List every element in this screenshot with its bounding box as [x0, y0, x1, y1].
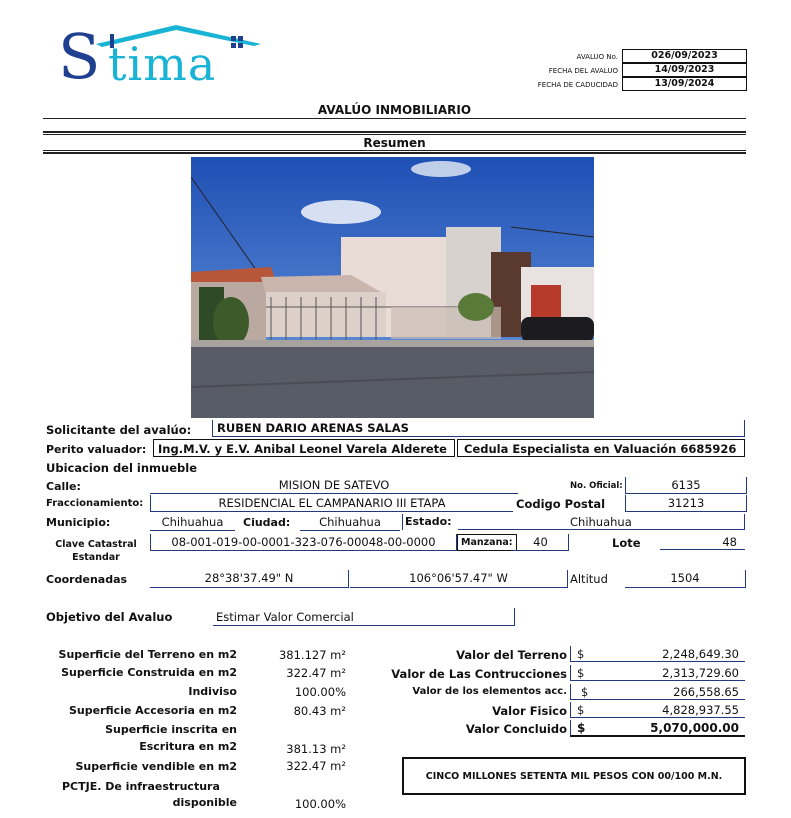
fecha-avaluo-label: FECHA DEL AVALUO [548, 67, 618, 75]
cp-label: Codigo Postal [516, 497, 606, 511]
fecha-avaluo: 14/09/2023 [622, 63, 747, 77]
valor-elementos-value: 266,558.65 [673, 685, 739, 699]
objetivo-label: Objetivo del Avaluo [46, 610, 173, 624]
valor-fisico-value: 4,828,937.55 [662, 703, 739, 717]
fecha-caducidad: 13/09/2024 [622, 77, 747, 91]
valor-terreno-currency: $ [570, 646, 745, 662]
sup-vendible-value: 322.47 m² [286, 759, 346, 773]
sup-terreno-label: Superficie del Terreno en m2 [58, 648, 237, 661]
avaluo-no-label: AVALUO No. [576, 53, 618, 61]
no-oficial-value: 6135 [625, 477, 747, 494]
section-subtitle: Resumen [363, 136, 426, 150]
valor-terreno-label: Valor del Terreno [456, 648, 567, 662]
divider [43, 152, 746, 154]
ciudad-value: Chihuahua [300, 514, 400, 531]
sup-inscrita-value: 381.13 m² [286, 742, 346, 756]
cedula-value: Cedula Especialista en Valuación 6685926 [457, 439, 745, 457]
perito-value: Ing.M.V. y E.V. Anibal Leonel Varela Alderete [153, 439, 455, 457]
sup-accesoria-label: Superficie Accesoria en m2 [68, 704, 237, 717]
ciudad-label: Ciudad: [243, 516, 291, 529]
valor-concluido-value: 5,070,000.00 [650, 721, 739, 735]
municipio-value: Chihuahua [150, 514, 235, 531]
municipio-label: Municipio: [46, 516, 111, 529]
page-title: AVALÚO INMOBILIARIO [317, 103, 472, 117]
valor-fisico-label: Valor Fisico [492, 704, 567, 718]
valor-concluido-currency: $ [570, 720, 745, 737]
indiviso-value: 100.00% [294, 685, 346, 699]
divider [43, 118, 746, 119]
lote-label: Lote [612, 536, 641, 550]
divider [43, 131, 746, 133]
manzana-value: 40 [513, 534, 569, 551]
valor-terreno-value: 2,248,649.30 [662, 647, 739, 661]
sup-accesoria-value: 80.43 m² [293, 704, 346, 718]
coordenadas-label: Coordenadas [46, 573, 128, 586]
perito-label: Perito valuador: [46, 443, 147, 456]
logo-text: tima [108, 37, 217, 91]
estado-value: Chihuahua [458, 514, 745, 530]
clave-value: 08-001-019-00-0001-323-076-00048-00-0000 [150, 534, 457, 551]
stima-logo [56, 22, 266, 92]
indiviso-label: Indiviso [188, 685, 237, 698]
divider [43, 134, 746, 135]
valor-concluido-label: Valor Concluido [465, 722, 567, 736]
sup-construida-label: Superficie Construida en m2 [61, 666, 237, 679]
valor-elementos-label: Valor de los elementos acc. [412, 686, 567, 697]
fracc-value: RESIDENCIAL EL CAMPANARIO III ETAPA [150, 495, 513, 512]
calle-label: Calle: [46, 480, 81, 493]
pctje-value: 100.00% [294, 797, 346, 811]
pctje-label-1: PCTJE. De infraestructura [62, 780, 220, 793]
altitud-label: Altitud [570, 572, 608, 586]
fracc-label: Fraccionamiento: [46, 498, 144, 509]
valor-fisico-currency: $ [570, 702, 745, 718]
latitude-value: 28°38'37.49" N [150, 570, 349, 588]
solicitante-label: Solicitante del avalúo: [46, 423, 192, 437]
estado-label: Estado: [402, 514, 452, 530]
manzana-label: Manzana: [457, 534, 517, 551]
sup-construida-value: 322.47 m² [286, 666, 346, 680]
no-oficial-label: No. Oficial: [570, 481, 623, 491]
clave-label: Clave Catastral Estandar [55, 539, 137, 563]
longitude-value: 106°06'57.47" W [350, 570, 568, 588]
sup-vendible-label: Superficie vendible en m2 [75, 760, 237, 773]
lote-value: 48 [660, 534, 745, 550]
ubicacion-heading: Ubicacion del inmueble [46, 461, 197, 475]
divider [43, 150, 746, 151]
valor-construcciones-value: 2,313,729.60 [662, 666, 739, 680]
valor-construcciones-currency: $ [570, 665, 745, 681]
altitud-value: 1504 [625, 570, 746, 588]
valor-en-letra: CINCO MILLONES SETENTA MIL PESOS CON 00/100 M.N. [402, 757, 746, 795]
pctje-label-2: disponible [172, 796, 237, 809]
property-photo [191, 157, 594, 418]
sup-terreno-value: 381.127 m² [278, 648, 346, 662]
valor-construcciones-label: Valor de Las Contrucciones [391, 667, 567, 681]
solicitante-value: RUBEN DARIO ARENAS SALAS [212, 420, 745, 437]
objetivo-value: Estimar Valor Comercial [213, 608, 515, 626]
sup-inscrita-label-2: Escritura en m2 [139, 740, 237, 753]
avaluo-no: 026/09/2023 [622, 49, 747, 63]
valor-elementos-currency: $ [570, 684, 745, 700]
fecha-caducidad-label: FECHA DE CADUCIDAD [537, 81, 618, 89]
cp-value: 31213 [625, 495, 747, 512]
logo-letter-s: S [58, 20, 101, 93]
calle-value: MISION DE SATEVO [150, 477, 518, 494]
sup-inscrita-label-1: Superficie inscrita en [105, 723, 237, 736]
